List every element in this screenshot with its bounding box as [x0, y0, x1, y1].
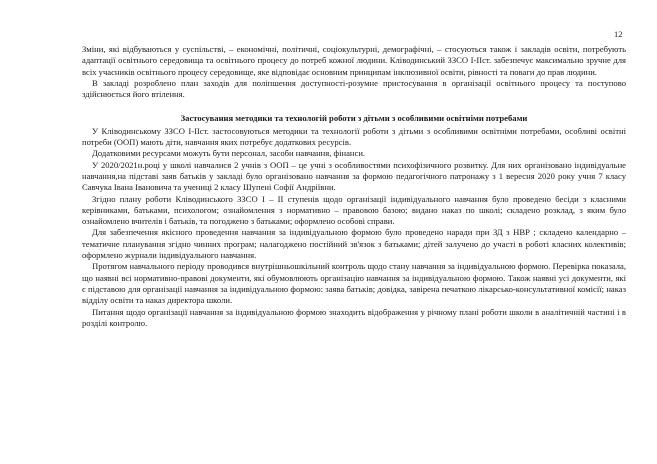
page-content	[82, 44, 626, 329]
paragraph-6: Протягом навчального періоду проводився внутрішньошкільний контроль щодо стану навчання за індивідуальною формою. Перевірка показала, що наявні всі нормативно-правові документи, які обумовлюють організацію навчання за індивідуальною формою. Також наявні усі документи, які є підставою для організації навчання за індивідуальною формою: заява батьків; довідка, завірена печаткою лікарсько-консультативної комісії; наказ відділу освіти та наказ директора школи.	[82, 261, 626, 306]
paragraph-5: Для забезпечення якісного проведення навчання за індивідуальною формою було проведено наради при ЗД з НВР ; складено календарно – тематичне планування згідно чинних програм; налагоджено постійний зв'язок з батьками; дітей залучено до участі в роботі класних колективів; оформлено журнали індивідуального навчання.	[82, 227, 626, 261]
paragraph-1: У Кліводинському ЗЗСО І-ІІст. застосовуються методики та технології роботи з дітьми з особливими освітніми потребами, особливі освітні потреби (ООП) мають діти, навчання яких потребує додаткових ресурсів.	[82, 125, 626, 148]
page-number: 12	[614, 30, 623, 39]
paragraph-4: Згідно плану роботи Кліводинського ЗЗСО І – ІІ ступенів щодо організації індивідуального навчання було проведено бесіди з класними керівниками, батьками, психологом; ознайомлення з нормативно – правовою базою; видано наказ по школі; складено розклад, з яким було ознайомлено вчителів і батьків, та погоджено з батьками; оформлено особові справи.	[82, 193, 626, 227]
paragraph-intro-1: Зміни, які відбуваються у суспільстві, – економічні, політичні, соціокультурні, демографічні, – стосуються також і закладів освіти, потребують адаптації освітнього середовища та освітнього процесу до потреб кожної людини. Кліводинський ЗЗСО І-ІІст. забезпечує максимально зручне для всіх учасників освітнього процесу середовище, яке відповідає основним принципам інклюзивної освіти, рівності та поваги до прав людини.	[82, 44, 626, 77]
paragraph-intro-2: В закладі розроблено план заходів для поліпшення доступності-розумне пристосування в організації освітнього процесу та поступово здійснюється його втілення.	[82, 77, 626, 100]
section-heading: Застосування методики та технологій роботи з дітьми з особливими освітніми потребами	[180, 113, 528, 124]
paragraph-7: Питання щодо організації навчання за індивідуальною формою знаходить відображення у річному плані роботи школи в аналітичній частині і в розділі контролю.	[82, 306, 626, 328]
paragraph-2: Додатковими ресурсами можуть бути персонал, засоби навчання, фінанси.	[92, 148, 366, 159]
paragraph-3: У 2020/2021н.році у школі навчалися 2 учнів з ООП – це учні з особливостями психофізичного розвитку. Для них організовано індивідуальне навчання,на підставі заяв батьків у закладі було організовано навчання за формою педагогічного патронажу з 1 вересня 2020 року учня 7 класу Савчука Івана Івановича та учениці 2 класу Шупені Софії Андріївни.	[82, 159, 626, 193]
